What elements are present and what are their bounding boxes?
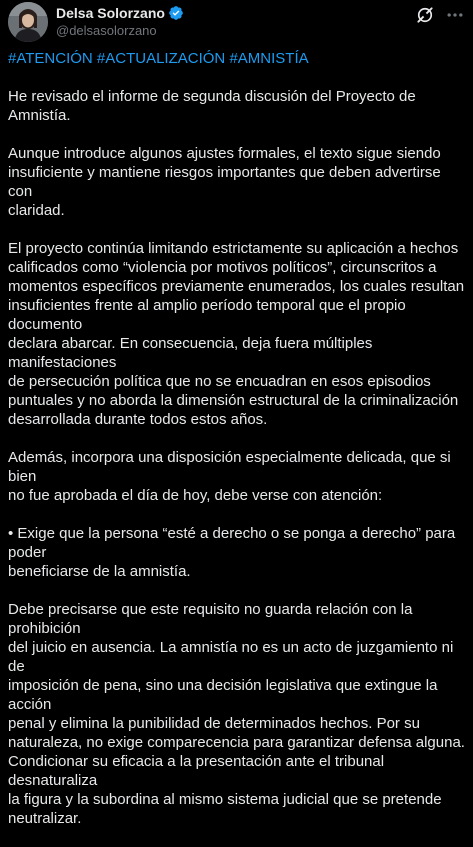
verified-badge-icon	[168, 5, 184, 21]
hashtag-actualizacion[interactable]: #ACTUALIZACIÓN	[96, 50, 226, 67]
author-names	[56, 4, 386, 38]
avatar[interactable]	[8, 2, 48, 42]
paragraph-summary: Aunque introduce algunos ajustes formales, el texto sigue siendo insuficiente y mantiene riesgos importantes que deben advertirse con claridad.	[8, 145, 441, 219]
hashtag-atencion[interactable]: #ATENCIÓN	[8, 50, 93, 67]
hashtag-amnistia[interactable]: #AMNISTÍA	[229, 50, 309, 67]
more-dots-icon[interactable]	[445, 5, 465, 25]
grok-slash-icon[interactable]	[415, 5, 435, 25]
paragraph-scope: El proyecto continúa limitando estrictamente su aplicación a hechos calificados como “violencia por motivos políticos”, circunscritos a momentos específicos previamente enumerados, los cuales resultan insuficientes frente al amplio período temporal que el propio documento declara abarcar. En consecuencia, deja fuera múltiples manifestaciones de persecución política que no se encuadran en esos episodios puntuales y no aborda la dimensión estructural de la criminalización desarrollada durante todos estos años.	[8, 240, 465, 428]
paragraph-intro: He revisado el informe de segunda discusión del Proyecto de Amnistía.	[8, 88, 420, 124]
name-row	[56, 4, 386, 22]
author-handle[interactable]: @delsasolorzano	[56, 23, 157, 38]
paragraph-analysis: Debe precisarse que este requisito no guarda relación con la prohibición del juicio en ausencia. La amnistía no es un acto de juzgamiento ni de imposición de pena, sino una decisión legislativa que extingue la acción penal y elimina la punibilidad de determinados hechos. Por su naturaleza, no exige comparecencia para garantizar defensa alguna. Condicionar su eficacia a la presentación ante el tribunal desnaturaliza la figura y la subordina al mismo sistema judicial que se pretende neutralizar.	[8, 601, 465, 827]
hashtag-row	[8, 49, 468, 68]
tweet-text	[8, 49, 468, 847]
tweet-header	[8, 2, 465, 42]
display-name[interactable]: Delsa Solorzano	[56, 5, 165, 21]
paragraph-provision: Además, incorpora una disposición especialmente delicada, que si bien no fue aprobada el día de hoy, debe verse con atención:	[8, 449, 451, 504]
paragraph-bullet: • Exige que la persona “esté a derecho o se ponga a derecho” para poder beneficiarse de la amnistía.	[8, 525, 456, 580]
avatar-image	[8, 2, 48, 42]
